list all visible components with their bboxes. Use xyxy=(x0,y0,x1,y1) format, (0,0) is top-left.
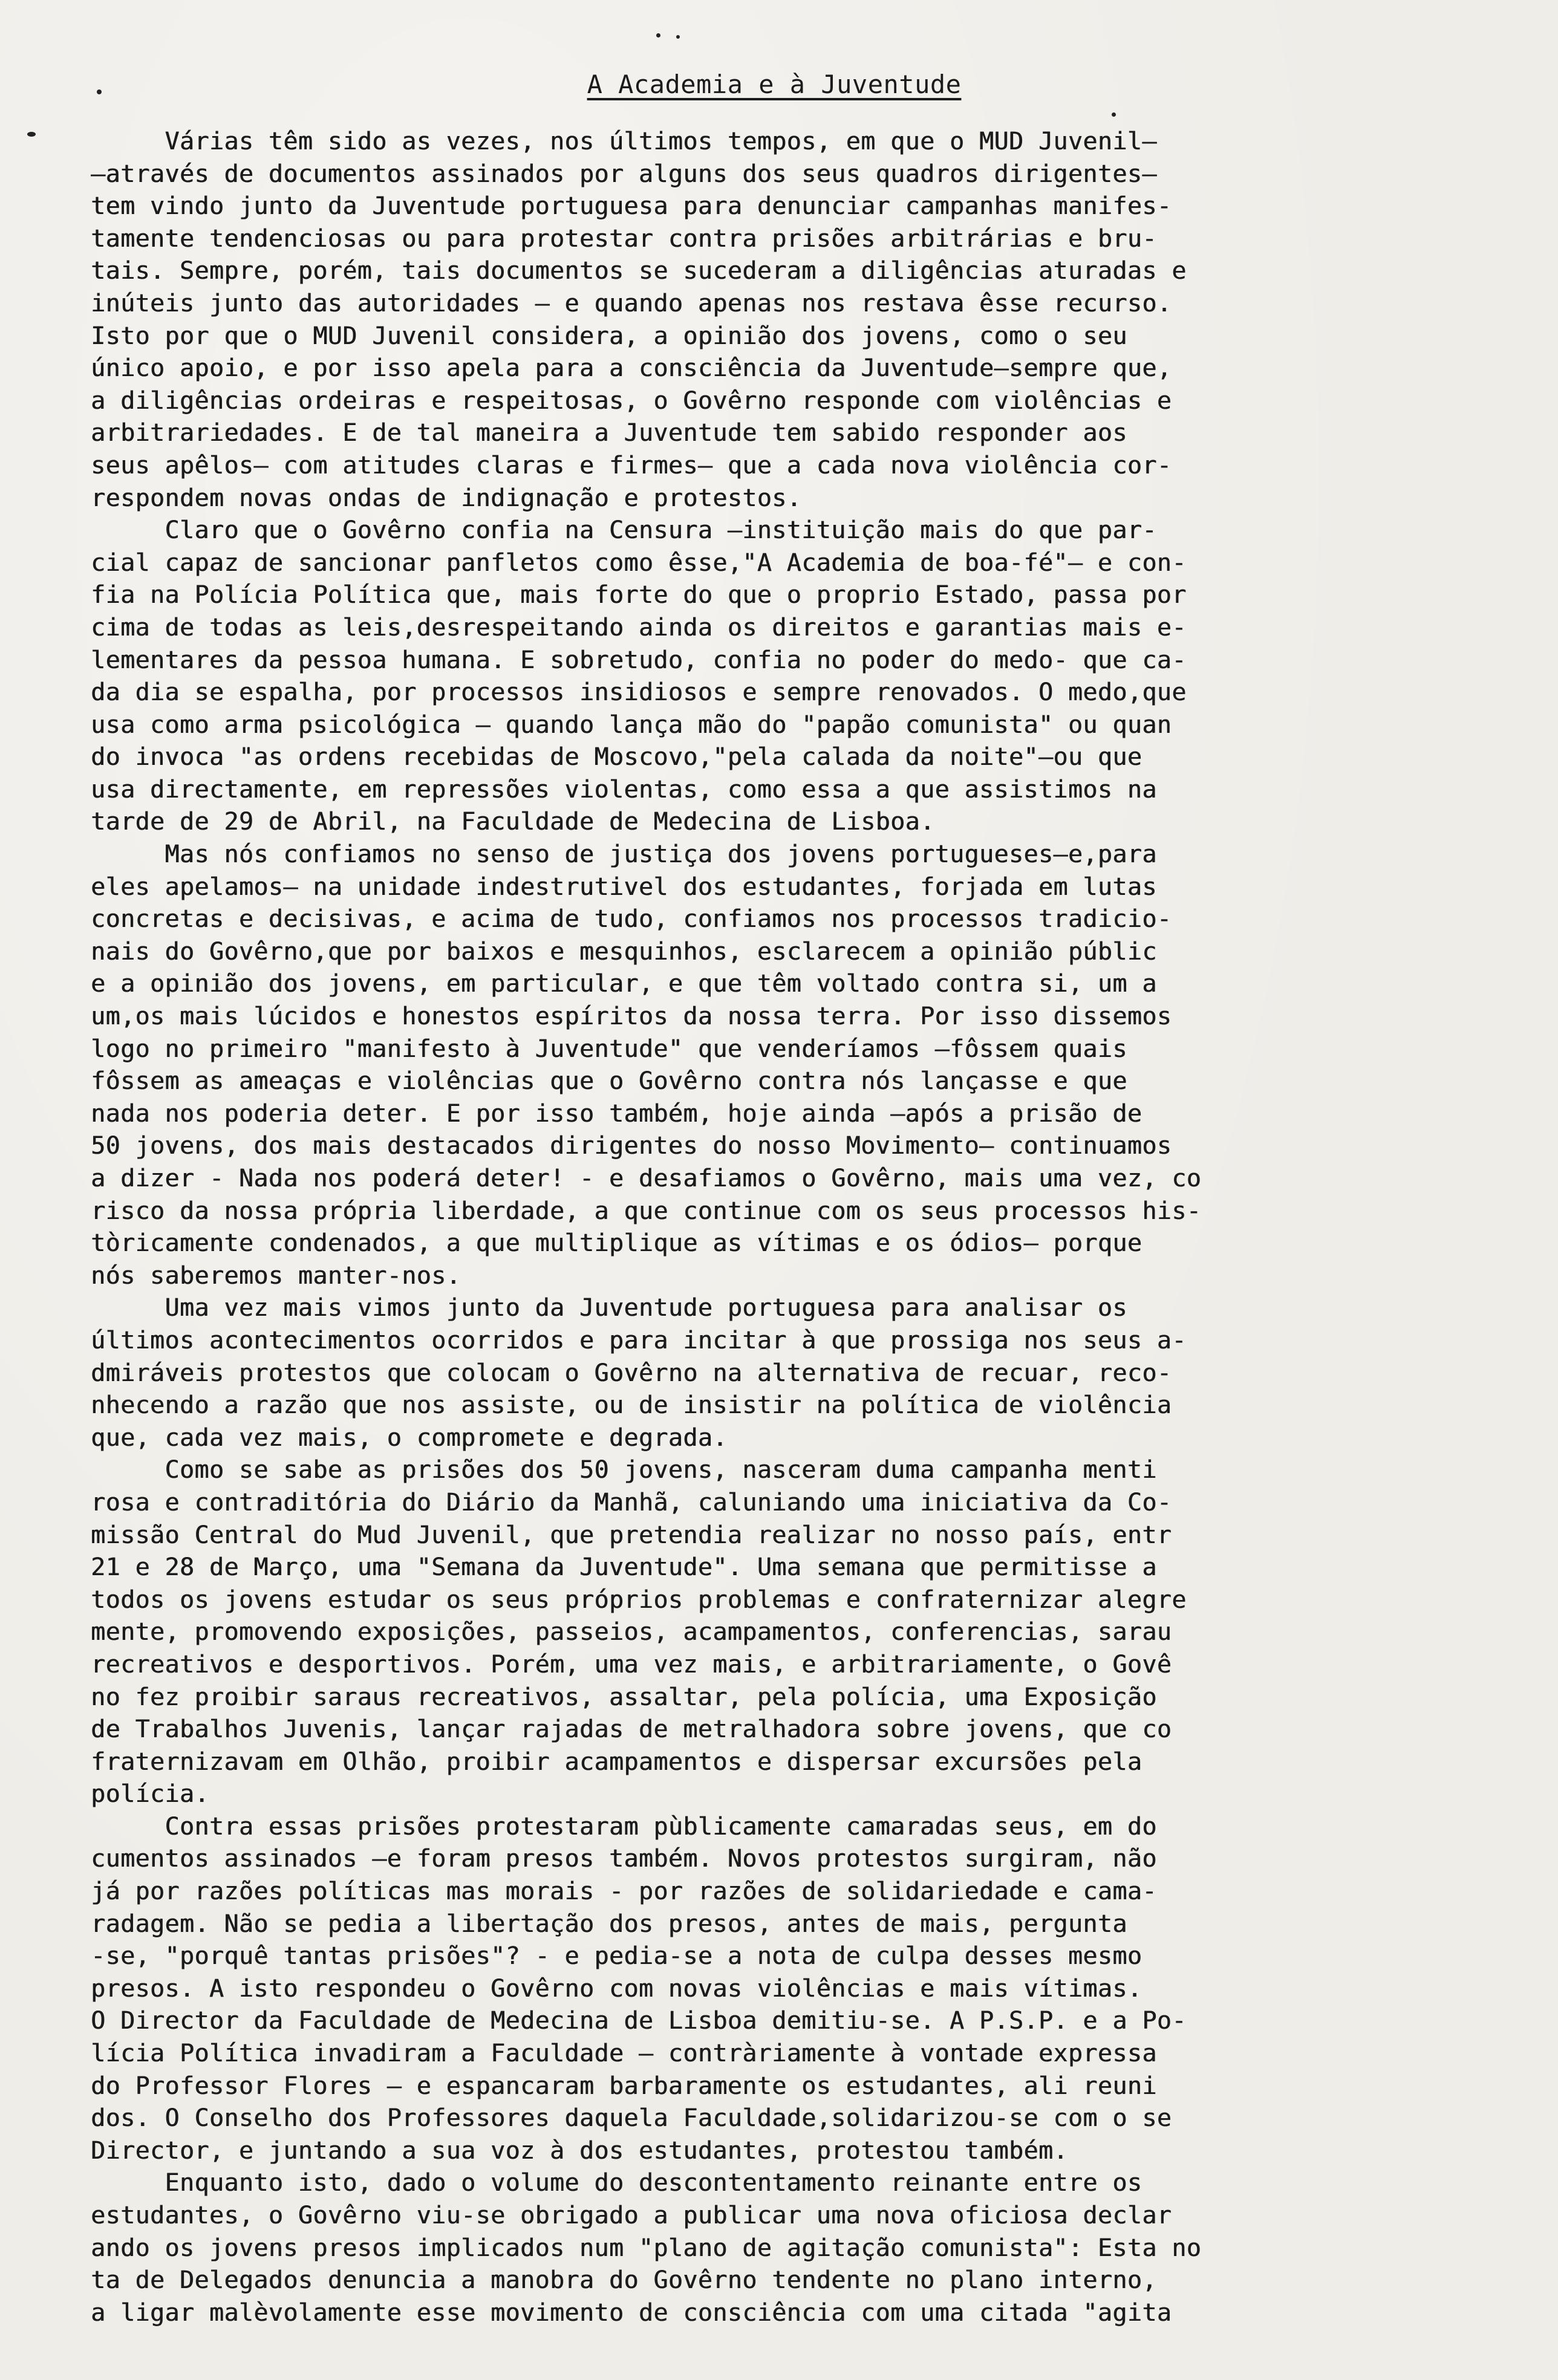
text-line: rosa e contraditória do Diário da Manhã, caluniando uma iniciativa da Co- xyxy=(91,1488,1172,1517)
text-line: tamente tendenciosas ou para protestar contra prisões arbitrárias e bru- xyxy=(91,224,1157,253)
text-line: logo no primeiro "manifesto à Juventude" que venderíamos —fôssem quais xyxy=(91,1035,1127,1063)
ink-speck xyxy=(676,35,680,39)
text-line: no fez proibir saraus recreativos, assaltar, pela polícia, uma Exposição xyxy=(91,1683,1157,1711)
text-line: a dizer - Nada nos poderá deter! - e desafiamos o Govêrno, mais uma vez, co xyxy=(91,1165,1202,1192)
typewritten-document xyxy=(91,67,1458,2329)
text-line: cima de todas as leis,desrespeitando ainda os direitos e garantias mais e- xyxy=(91,613,1187,642)
text-line: do invoca "as ordens recebidas de Moscovo,"pela calada da noite"—ou que xyxy=(91,743,1142,772)
text-line: 21 e 28 de Março, uma "Semana da Juventude". Uma semana que permitisse a xyxy=(91,1553,1157,1582)
text-line: Claro que o Govêrno confia na Censura —instituição mais do que par- xyxy=(91,516,1157,545)
text-line: fraternizavam em Olhão, proibir acampamentos e dispersar excursões pela xyxy=(91,1748,1142,1776)
text-line: radagem. Não se pedia a libertação dos presos, antes de mais, pergunta xyxy=(91,1910,1127,1938)
text-line: do Professor Flores — e espancaram barbaramente os estudantes, ali reuni xyxy=(91,2072,1157,2100)
text-line: nada nos poderia deter. E por isso também, hoje ainda —após a prisão de xyxy=(91,1099,1142,1128)
text-line: e a opinião dos jovens, em particular, e que têm voltado contra si, um a xyxy=(91,970,1157,998)
text-line: fia na Polícia Política que, mais forte do que o proprio Estado, passa por xyxy=(91,581,1187,610)
text-line: —através de documentos assinados por alguns dos seus quadros dirigentes— xyxy=(91,160,1157,188)
text-line: nais do Govêrno,que por baixos e mesquinhos, esclarecem a opinião públic xyxy=(91,937,1157,966)
text-line: mente, promovendo exposições, passeios, acampamentos, conferencias, sarau xyxy=(91,1618,1172,1647)
text-line: cial capaz de sancionar panfletos como êsse,"A Academia de boa-fé"— e con- xyxy=(91,548,1187,577)
text-line: um,os mais lúcidos e honestos espíritos da nossa terra. Por isso dissemos xyxy=(91,1003,1172,1031)
text-line: usa como arma psicológica — quando lança mão do "papão comunista" ou quan xyxy=(91,710,1172,739)
text-line: ta de Delegados denuncia a manobra do Govêrno tendente no plano interno, xyxy=(91,2266,1157,2295)
text-line: já por razões políticas mas morais - por razões de solidariedade e cama- xyxy=(91,1878,1157,1906)
text-line: arbitrariedades. E de tal maneira a Juventude tem sabido responder aos xyxy=(91,419,1127,447)
text-line: ando os jovens presos implicados num "plano de agitação comunista": Esta no xyxy=(91,2234,1202,2262)
text-line: Como se sabe as prisões dos 50 jovens, nasceram duma campanha menti xyxy=(91,1456,1157,1484)
text-line: tarde de 29 de Abril, na Faculdade de Medecina de Lisboa. xyxy=(91,808,935,836)
text-line: últimos acontecimentos ocorridos e para incitar à que prossiga nos seus a- xyxy=(91,1326,1187,1354)
text-line: respondem novas ondas de indignação e protestos. xyxy=(91,484,802,512)
text-line: usa directamente, em repressões violentas, como essa a que assistimos na xyxy=(91,775,1157,804)
text-line: Enquanto isto, dado o volume do descontentamento reinante entre os xyxy=(91,2169,1142,2197)
text-line: que, cada vez mais, o compromete e degrada. xyxy=(91,1423,728,1452)
text-line: Várias têm sido as vezes, nos últimos tempos, em que o MUD Juvenil— xyxy=(91,128,1157,155)
document-title xyxy=(91,67,1458,103)
text-line: Mas nós confiamos no senso de justiça dos jovens portugueses—e,para xyxy=(91,840,1157,869)
text-line: dmiráveis protestos que colocam o Govêrno na alternativa de recuar, reco- xyxy=(91,1359,1172,1387)
text-line: fôssem as ameaças e violências que o Govêrno contra nós lançasse e que xyxy=(91,1067,1127,1096)
text-line: Contra essas prisões protestaram pùblicamente camaradas seus, em do xyxy=(91,1812,1157,1841)
text-line: único apoio, e por isso apela para a consciência da Juventude—sempre que, xyxy=(91,354,1172,383)
text-line: concretas e decisivas, e acima de tudo, confiamos nos processos tradicio- xyxy=(91,905,1172,934)
text-line: Uma vez mais vimos junto da Juventude portuguesa para analisar os xyxy=(91,1294,1127,1322)
text-line: cumentos assinados —e foram presos também. Novos protestos surgiram, não xyxy=(91,1845,1157,1873)
text-line: Director, e juntando a sua voz à dos estudantes, protestou também. xyxy=(91,2136,1068,2165)
text-line: O Director da Faculdade de Medecina de Lisboa demitiu-se. A P.S.P. e a Po- xyxy=(91,2007,1187,2035)
text-line: dos. O Conselho dos Professores daquela Faculdade,solidarizou-se com o se xyxy=(91,2104,1172,2133)
text-line: presos. A isto respondeu o Govêrno com novas violências e mais vítimas. xyxy=(91,1974,1142,2003)
document-title-text: A Academia e à Juventude xyxy=(587,70,962,99)
text-line: missão Central do Mud Juvenil, que pretendia realizar no nosso país, entr xyxy=(91,1521,1172,1549)
text-line: estudantes, o Govêrno viu-se obrigado a publicar uma nova oficiosa declar xyxy=(91,2202,1172,2229)
text-line: tòricamente condenados, a que multiplique as vítimas e os ódios— porque xyxy=(91,1229,1142,1258)
text-line: Isto por que o MUD Juvenil considera, a opinião dos jovens, como o seu xyxy=(91,322,1127,350)
text-line: a diligências ordeiras e respeitosas, o Govêrno responde com violências e xyxy=(91,386,1172,415)
text-line: da dia se espalha, por processos insidiosos e sempre renovados. O medo,que xyxy=(91,678,1187,707)
text-line: lementares da pessoa humana. E sobretudo, confia no poder do medo- que ca- xyxy=(91,646,1187,674)
text-line: tem vindo junto da Juventude portuguesa para denunciar campanhas manifes- xyxy=(91,192,1172,221)
text-line: risco da nossa própria liberdade, a que continue com os seus processos his- xyxy=(91,1197,1202,1225)
text-line: de Trabalhos Juvenis, lançar rajadas de metralhadora sobre jovens, que co xyxy=(91,1715,1172,1744)
text-line: inúteis junto das autoridades — e quando apenas nos restava êsse recurso. xyxy=(91,289,1172,317)
text-line: tais. Sempre, porém, tais documentos se sucederam a diligências aturadas e xyxy=(91,257,1187,285)
text-line: seus apêlos— com atitudes claras e firmes— que a cada nova violência cor- xyxy=(91,451,1172,480)
ink-speck xyxy=(27,132,36,137)
text-line: -se, "porquê tantas prisões"? - e pedia-se a nota de culpa desses mesmo xyxy=(91,1942,1142,1971)
text-line: eles apelamos— na unidade indestrutivel dos estudantes, forjada em lutas xyxy=(91,873,1157,901)
ink-speck xyxy=(656,33,660,37)
text-line: polícia. xyxy=(91,1780,209,1809)
text-line: 50 jovens, dos mais destacados dirigentes do nosso Movimento— continuamos xyxy=(91,1132,1172,1160)
text-line: lícia Política invadiram a Faculdade — contràriamente à vontade expressa xyxy=(91,2040,1157,2068)
text-line: a ligar malèvolamente esse movimento de consciência com uma citada "agita xyxy=(91,2298,1172,2327)
text-line: nós saberemos manter-nos. xyxy=(91,1261,461,1290)
text-line: recreativos e desportivos. Porém, uma vez mais, e arbitrariamente, o Govê xyxy=(91,1650,1172,1679)
text-line: todos os jovens estudar os seus próprios problemas e confraternizar alegre xyxy=(91,1585,1187,1614)
document-body xyxy=(91,126,1458,2329)
text-line: nhecendo a razão que nos assiste, ou de insistir na política de violência xyxy=(91,1391,1172,1420)
